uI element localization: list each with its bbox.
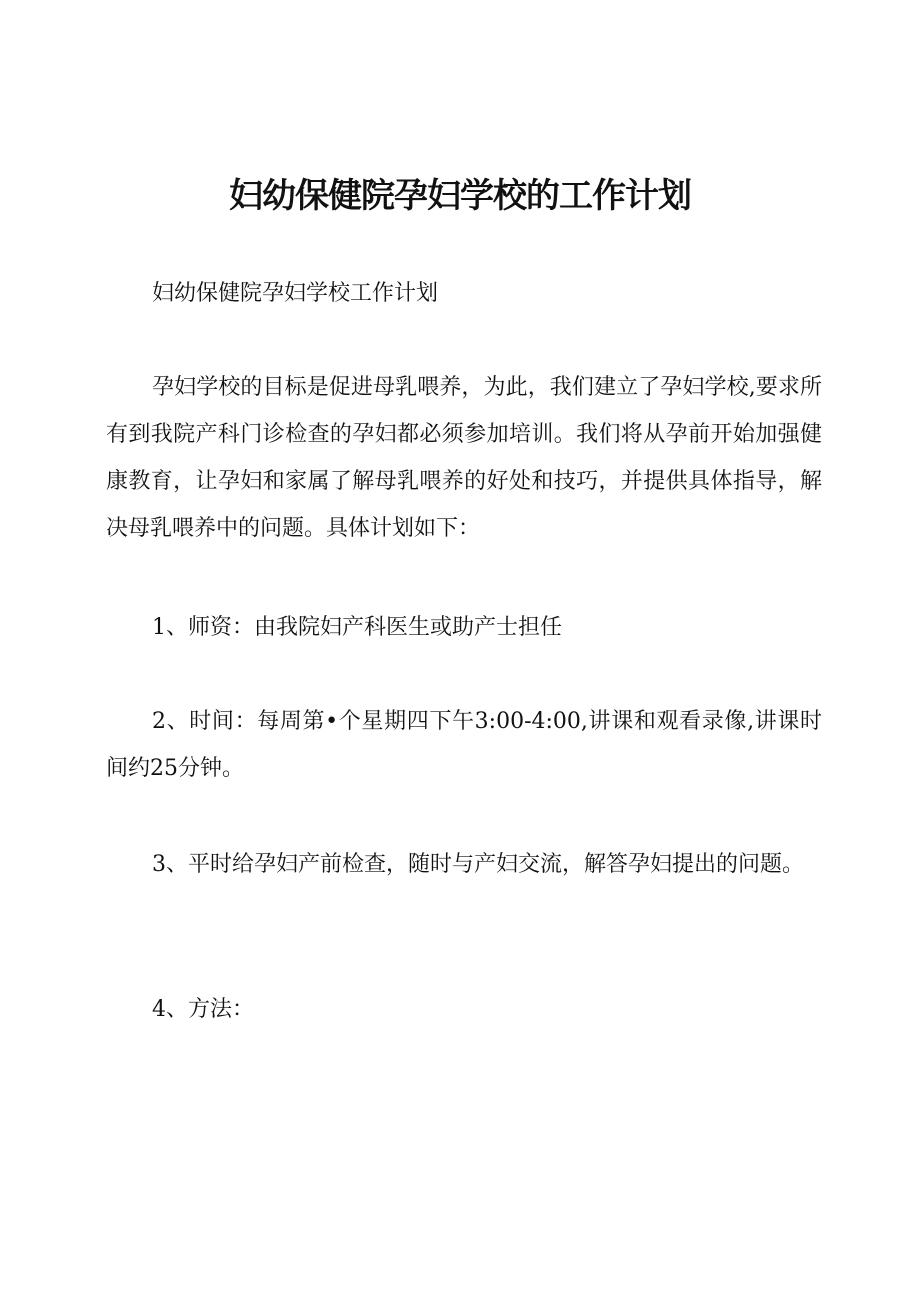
document-title: 妇幼保健院孕妇学校的工作计划 bbox=[229, 176, 691, 216]
plan-item-methods: 4、方法： bbox=[152, 997, 254, 1022]
intro-paragraph: 孕妇学校的目标是促进母乳喂养，为此，我们建立了孕妇学校,要求所有到我院产科门诊检查的孕妇都必须参加培训。我们将从孕前开始加强健康教育，让孕妇和家属了解母乳喂养的好处和技巧，并提供具体指导，解决母乳喂养中的问题。具体计划如下： bbox=[106, 375, 822, 541]
plan-item-checkups: 3、平时给孕妇产前检查，随时与产妇交流，解答孕妇提出的问题。 bbox=[152, 852, 804, 877]
plan-item-time: 2、时间：每周第•个星期四下午3:00-4:00,讲课和观看录像,讲课时间约25分钟。 bbox=[106, 709, 822, 781]
plan-item-teachers: 1、师资：由我院妇产科医生或助产士担任 bbox=[152, 615, 562, 640]
document-subtitle: 妇幼保健院孕妇学校工作计划 bbox=[152, 281, 439, 306]
